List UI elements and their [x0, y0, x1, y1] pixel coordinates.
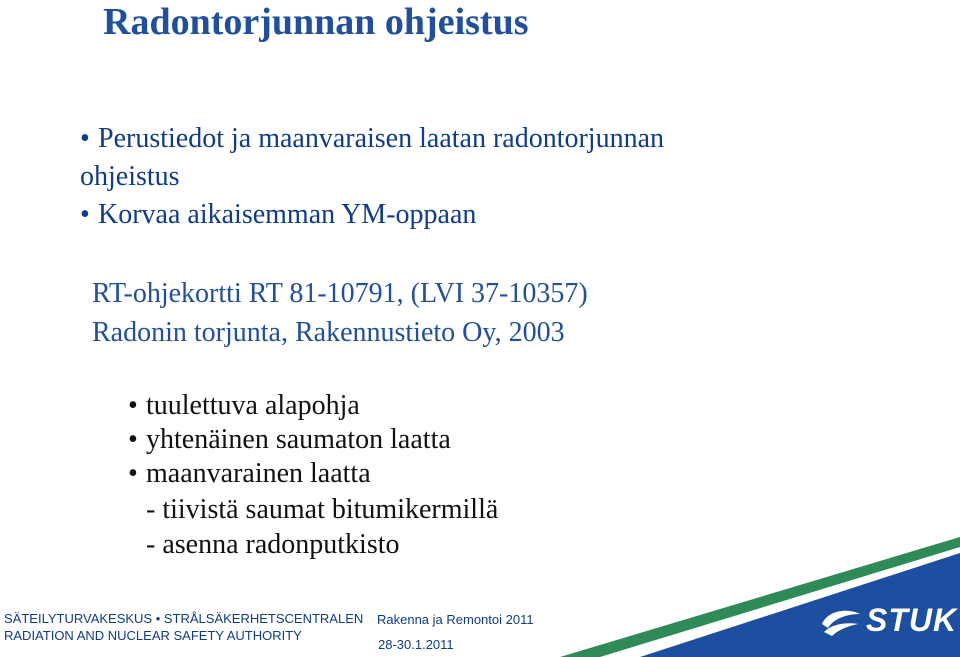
reference-line-2: Radonin torjunta, Rakennustieto Oy, 2003	[92, 317, 565, 348]
bullet-glyph: •	[128, 424, 138, 455]
bullet-item-1-continuation: ohjeistus	[80, 161, 180, 192]
bullet-item-2	[80, 199, 476, 231]
footer-org-line-1: SÄTEILYTURVAKESKUS • STRÅLSÄKERHETSCENTRALEN	[4, 611, 364, 626]
footer-dates: 28-30.1.2011	[378, 637, 454, 652]
bullet-text: Perustiedot ja maanvaraisen laatan radontorjunnan	[98, 123, 665, 154]
stuk-logo-text: STUK	[866, 602, 958, 638]
footer-org-line-2: RADIATION AND NUCLEAR SAFETY AUTHORITY	[4, 628, 302, 643]
sub-bullet-3	[128, 458, 371, 490]
bullet-item-1	[80, 123, 664, 155]
sub-bullet-text: tuulettuva alapohja	[146, 390, 360, 421]
footer-event: Rakenna ja Remontoi 2011	[377, 612, 534, 627]
stuk-logo-icon	[818, 604, 864, 638]
sub-bullet-text: yhtenäinen saumaton laatta	[146, 424, 451, 455]
sub-bullet-text: maanvarainen laatta	[146, 458, 371, 489]
bullet-glyph: •	[128, 390, 138, 421]
bullet-glyph: •	[80, 199, 90, 230]
sub-bullet-2	[128, 424, 451, 456]
bullet-glyph: •	[80, 123, 90, 154]
bullet-glyph: •	[128, 458, 138, 489]
page-title: Radontorjunnan ohjeistus	[103, 1, 529, 43]
reference-line-1: RT-ohjekortti RT 81-10791, (LVI 37-10357)	[92, 278, 588, 309]
sub-note-2: - asenna radonputkisto	[146, 529, 400, 560]
bullet-text: Korvaa aikaisemman YM-oppaan	[98, 199, 477, 230]
sub-bullet-1	[128, 390, 360, 422]
sub-note-1: - tiivistä saumat bitumikermillä	[146, 494, 499, 525]
